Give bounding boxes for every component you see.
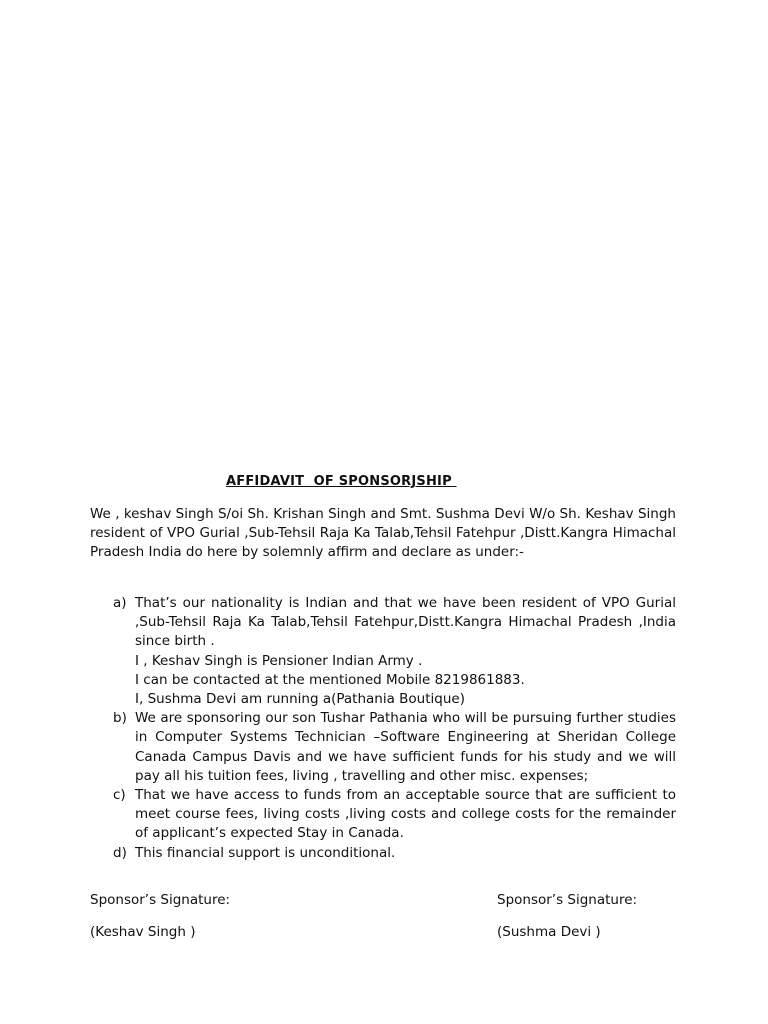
clause-text: This financial support is unconditional.	[135, 844, 396, 861]
clause-marker: b)	[113, 710, 127, 727]
clause-marker: d)	[113, 844, 127, 861]
clause-text: We are sponsoring our son Tushar Pathania who will be pursuing further studies in Computer Systems Technician –Software Engineering at Sheridan College Canada Campus Davis and we have sufficient funds for his study and we will pay all his tuition fees, living , travelling and other misc. expenses;	[135, 710, 676, 784]
intro-paragraph: We , keshav Singh S/oi Sh. Krishan Singh and Smt. Sushma Devi W/o Sh. Keshav Singh resident of VPO Gurial ,Sub-Tehsil Raja Ka Talab,Tehsil Fatehpur ,Distt.Kangra Himachal Pradesh India do here by solemnly affirm and declare as under:-	[90, 506, 676, 561]
clause-detail-line: I , Keshav Singh is Pensioner Indian Army .	[135, 652, 423, 669]
clause-detail-line: I, Sushma Devi am running a(Pathania Boutique)	[135, 691, 465, 708]
clause-marker: a)	[113, 595, 127, 611]
clause-item	[90, 709, 676, 786]
sponsor-signature-label-right: Sponsor’s Signature:	[497, 892, 638, 908]
sponsor-name-left: (Keshav Singh )	[90, 924, 196, 940]
clause-item	[90, 844, 676, 863]
sponsor-signature-label-left: Sponsor’s Signature:	[90, 892, 231, 908]
clause-item	[90, 786, 676, 844]
clause-marker: c)	[113, 787, 126, 804]
sponsor-name-right: (Sushma Devi )	[497, 924, 601, 940]
clause-text: That we have access to funds from an acceptable source that are sufficient to meet course fees, living costs ,living costs and college costs for the remainder of applicant’s expected Stay in Canada.	[135, 787, 676, 842]
clause-detail-line: I can be contacted at the mentioned Mobile 8219861883.	[135, 671, 525, 688]
clause-list	[90, 594, 676, 863]
document-title: AFFIDAVIT OF SPONSORJSHIP	[226, 474, 457, 489]
clause-text: That’s our nationality is Indian and that we have been resident of VPO Gurial ,Sub-Tehsil Raja Ka Talab,Tehsil Fatehpur,Distt.Kangra Himachal Pradesh ,India since birth .	[135, 595, 676, 650]
clause-item	[90, 594, 676, 709]
